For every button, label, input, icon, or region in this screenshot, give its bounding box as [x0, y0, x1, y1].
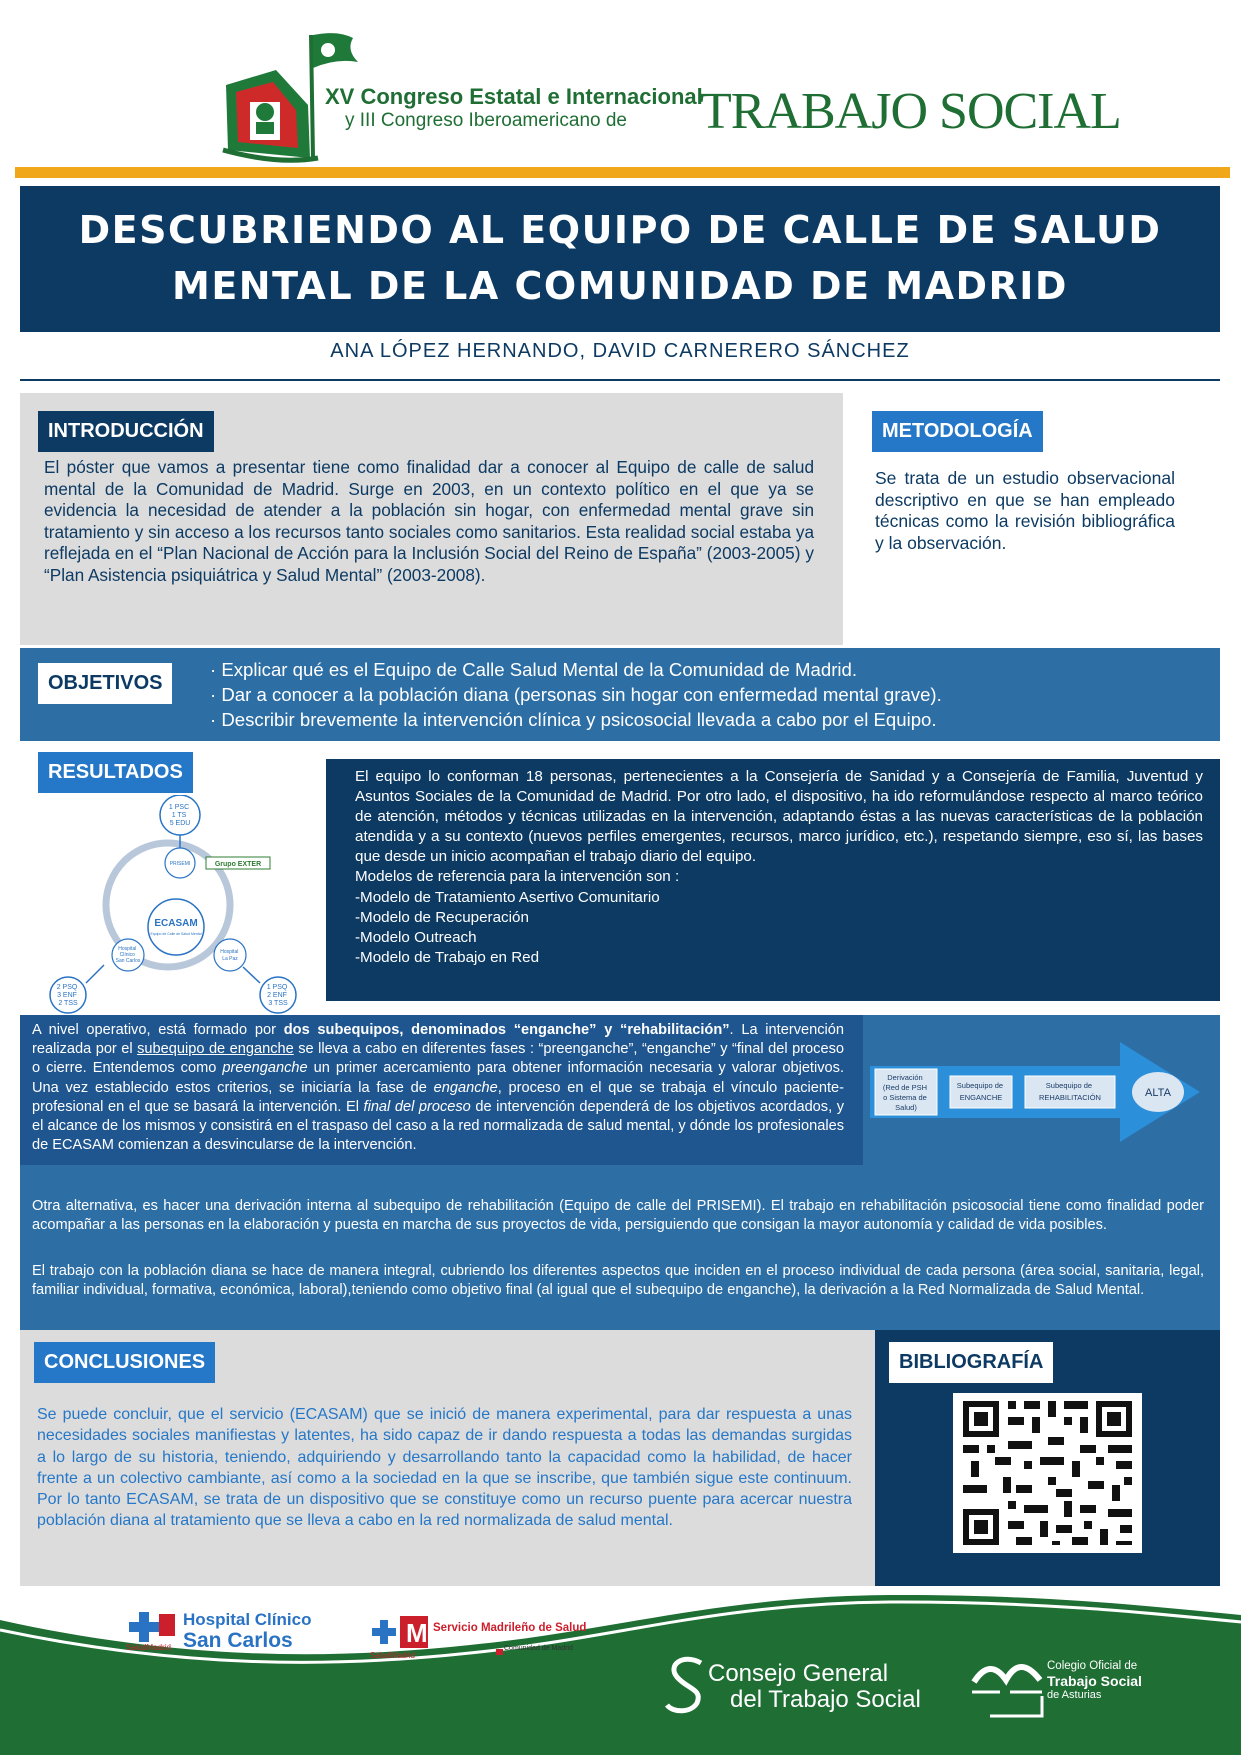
consejo-s-logo	[663, 1655, 708, 1715]
ecasam-structure-diagram	[38, 795, 298, 1015]
top-team-label: 1 PSC 1 TS 5 EDU	[168, 804, 191, 827]
results-heading: RESULTADOS	[38, 752, 193, 793]
flow-step-enganche-label: Subequipo de ENGANCHE	[956, 1081, 1004, 1102]
subteams-bold: dos subequipos, denominados “enganche” y “rehabilitación”	[283, 1022, 730, 1038]
conclusions-text: Se puede concluir, que el servicio (ECASAM) que se inició de manera experimental, para dar respuesta a unas necesidades sociales manifiestas y latentes, ha sido capaz de ir dando respuesta a todas las demandas surgidas a lo largo de su historia, teniendo, adquiriendo y desarrollando tanto la capacidad como la habilidad, de hacer frente a un colectivo cambiante, así como a la sociedad en la que se inscribe, que también sigue este continuum. Por lo tanto ECASAM, se trata de un dispositivo que se constituye como un recurso puente para acercar nuestra población diana al tratamiento que se lleva a cabo en la red normalizada de salud mental.	[37, 1406, 852, 1530]
enganche-underline: subequipo de enganche	[137, 1041, 294, 1058]
methodology-heading: METODOLOGÍA	[872, 411, 1043, 452]
ecasam-center-sublabel: Equipo de Calle de Salud Mental	[150, 932, 202, 936]
models-intro: Modelos de referencia para la intervención son :	[355, 868, 680, 886]
flow-step-derivacion-label: Derivación (Red de PSH o Sistema de Salud)	[882, 1073, 928, 1112]
poster-title-line2: MENTAL DE LA COMUNIDAD DE MADRID	[172, 264, 1068, 308]
poster-title	[20, 202, 1220, 314]
ecasam-center-label: ECASAM	[154, 918, 198, 929]
congress-title-line2: y III Congreso Iberoamericano de	[345, 110, 627, 131]
qr-code-graphic	[953, 1393, 1142, 1553]
hcsc-node-label: Hospital Clínico San Carlos	[115, 946, 141, 964]
model-item: -Modelo de Trabajo en Red	[355, 948, 540, 966]
authors-rule	[20, 379, 1220, 381]
objective-item: · Describir brevemente la intervención clínica y psicosocial llevada a cabo por el Equipo.	[210, 709, 937, 730]
consejo-name-line2: del Trabajo Social	[730, 1686, 921, 1713]
grupo-exter-label: Grupo EXTER	[214, 861, 262, 868]
svg-text:SaludMadrid: SaludMadrid	[126, 1643, 171, 1652]
comunidad-madrid-label: Comunidad de Madrid	[504, 1645, 573, 1652]
consejo-name-line1: Consejo General	[708, 1660, 889, 1687]
colegio-asturias-logo	[970, 1652, 1044, 1720]
qr-code-icon[interactable]	[953, 1393, 1142, 1553]
congress-title-main: TRABAJO SOCIAL	[700, 83, 1121, 140]
objective-item: · Explicar qué es el Equipo de Calle Salud Mental de la Comunidad de Madrid.	[210, 659, 858, 680]
colegio-name-line1: Colegio Oficial de	[1047, 1660, 1138, 1672]
results-text	[355, 767, 1203, 968]
methodology-text: Se trata de un estudio observacional descriptivo en que se han empleado técnicas como la revisión bibliográfica y la observación.	[875, 468, 1175, 553]
bibliography-heading: BIBLIOGRAFÍA	[889, 1342, 1053, 1383]
gold-divider	[15, 167, 1230, 178]
flow-step-rehabilitacion-label: Subequipo de REHABILITACIÓN	[1039, 1081, 1101, 1102]
model-item: -Modelo Outreach	[355, 928, 477, 946]
intro-heading: INTRODUCCIÓN	[38, 411, 214, 452]
poster-title-line1: DESCUBRIENDO AL EQUIPO DE CALLE DE SALUD	[78, 208, 1162, 252]
model-item: -Modelo de Tratamiento Asertivo Comunitario	[355, 888, 660, 906]
sms-logo	[368, 1612, 588, 1660]
authors: ANA LÓPEZ HERNANDO, DAVID CARNERERO SÁNCHEZ	[330, 340, 910, 362]
svg-text:SaludMadrid: SaludMadrid	[370, 1651, 415, 1660]
lapaz-node-label: Hospital La Paz	[220, 949, 239, 962]
hospital-name-line1: Hospital Clínico	[183, 1610, 312, 1629]
intervention-flow-diagram	[870, 1040, 1200, 1144]
flow-step-alta-label: ALTA	[1145, 1087, 1171, 1099]
lapaz-node	[214, 939, 246, 971]
objectives-heading: OBJETIVOS	[38, 663, 172, 704]
integral-work-text: El trabajo con la población diana se hace de manera integral, cubriendo los diferentes aspectos que inciden en el proceso individual de cada persona (área social, sanitaria, legal, familiar individual, formativa, económica, laboral),teniendo como objetivo final (al igual que el subequipo de enganche), la derivación a la Red Normalizada de Salud Mental.	[32, 1263, 1204, 1299]
prisemi-label: PRISEMI	[169, 861, 191, 867]
congress-title-line1: XV Congreso Estatal e Internacional	[325, 84, 703, 109]
results-paragraph: El equipo lo conforman 18 personas, pertenecientes a la Consejería de Sanidad y a Consejería de Familia, Juventud y Asuntos Sociales de la Comunidad de Madrid. Por otro lado, el dispositivo, ha ido reformulándose respecto al marco teórico de atención, métodos y técnicas utilizadas en la intervención, adaptando éstas a las nuevas características de la población atendida y a su contexto (nuevos perfiles emergentes, recursos, marco jurídico, etc.), respetando siempre, eso sí, las bases que desde un inicio acompañan el trabajo diario del equipo.	[355, 768, 1203, 866]
rehabilitation-text: Otra alternativa, es hacer una derivación interna al subequipo de rehabilitación (Equipo de calle del PRISEMI). El trabajo en rehabilitación psicosocial tiene como finalidad poder acompañar a las personas en la elaboración y puesta en marcha de sus proyectos de vida, persiguiendo que consigan la mayor autonomía y calidad de vida posibles.	[32, 1198, 1204, 1234]
colegio-name-line2: Trabajo Social	[1047, 1673, 1142, 1689]
model-item: -Modelo de Recuperación	[355, 908, 529, 926]
left-team-label: 2 PSQ 3 ENF 2 TSS	[56, 984, 78, 1007]
sms-name: Servicio Madrileño de Salud	[433, 1622, 587, 1634]
svg-text:M: M	[406, 1618, 428, 1648]
intro-text: El póster que vamos a presentar tiene como finalidad dar a conocer al Equipo de calle de salud mental de la Comunidad de Madrid. Surge en 2003, en un contexto político en el que ya se evidencia la necesidad de atender a la población sin hogar, con enfermedad mental grave sin tratamiento y sin acceso a los recursos tanto sociales como sanitarios. Esta realidad social estaba ya reflejada en el “Plan Nacional de Acción para la Inclusión Social del Reino de España” (2003-2005) y “Plan Asistencia psiquiátrica y Salud Mental” (2003-2008).	[44, 457, 814, 585]
objectives-list	[210, 657, 1210, 732]
hospital-name-line2: San Carlos	[183, 1629, 293, 1652]
colegio-name-line3: de Asturias	[1047, 1689, 1102, 1701]
objective-item: · Dar a conocer a la población diana (personas sin hogar con enfermedad mental grave).	[210, 684, 942, 705]
operational-text: A nivel operativo, está formado por dos subequipos, denominados “enganche” y “rehabilitación”. La intervención realizada por el subequipo de enganche se lleva a cabo en diferentes fases : “preenganche”, “enganche” y “final del proceso o cierre. Entendemos como preenganche un primer acercamiento para obtener información necesaria y valorar objetivos. Una vez establecido estos criterios, se iniciaría la fase de enganche, proceso en el que se trabaja el vínculo paciente-profesional en el que se basará la intervención. El final del proceso de intervención dependerá de los objetivos acordados, y el alcance de los mismos y consistirá en el traspaso del caso a la red normalizada de salud mental, y dónde los profesionales de ECASAM comienzan a desvincularse de la intervención.	[32, 1022, 845, 1154]
right-team-label: 1 PSQ 2 ENF 3 TSS	[266, 984, 288, 1007]
conclusions-heading: CONCLUSIONES	[34, 1342, 215, 1383]
